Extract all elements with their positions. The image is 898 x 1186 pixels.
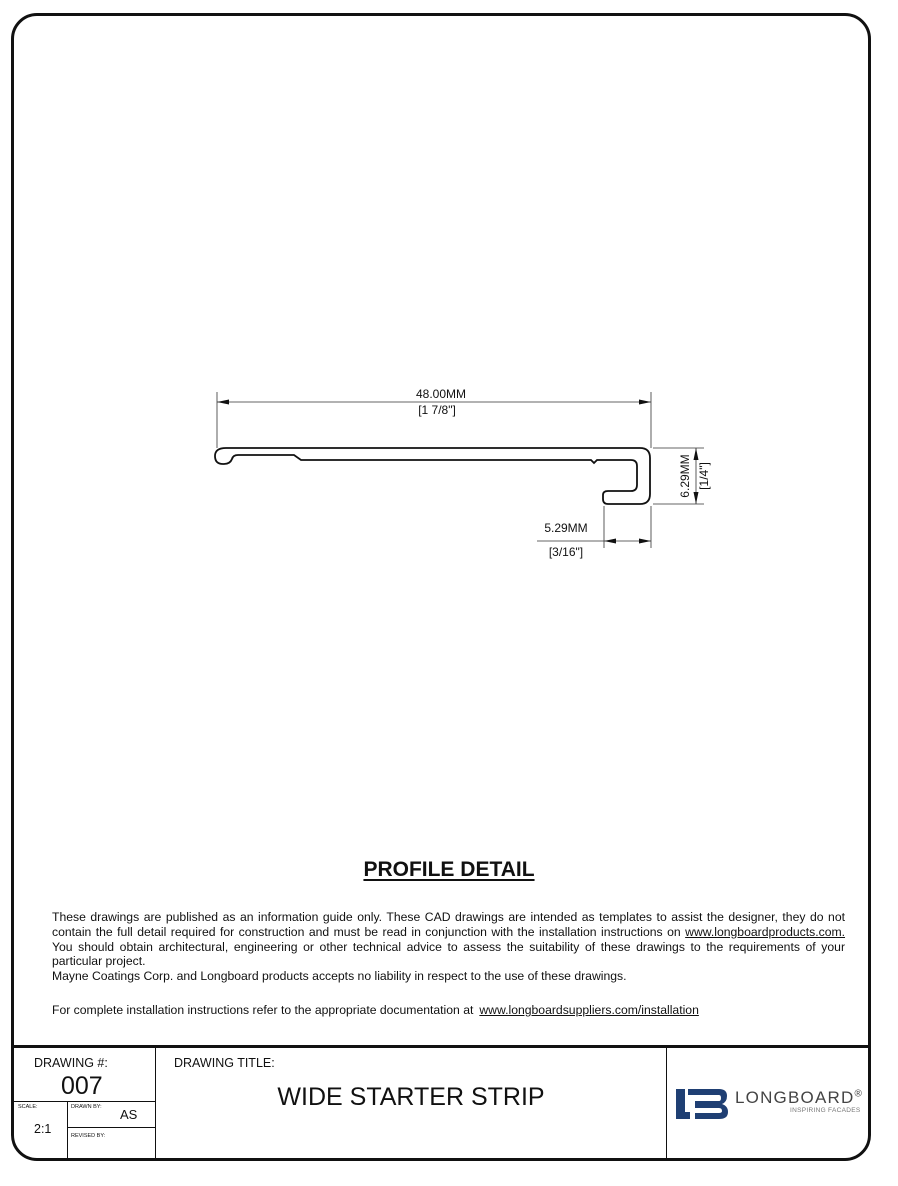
drawing-number-label: DRAWING #: <box>34 1056 108 1070</box>
liability-text: Mayne Coatings Corp. and Longboard products accepts no liability in respect to the use of these drawings. <box>52 969 627 984</box>
width-arrow-right <box>639 400 651 405</box>
drawing-title-label: DRAWING TITLE: <box>174 1056 275 1070</box>
width-arrow-left <box>217 400 229 405</box>
scale-label: SCALE: <box>18 1104 38 1110</box>
width-dim-inch: [1 7/8"] <box>418 403 456 417</box>
drawn-by-value: AS <box>120 1107 138 1122</box>
logo-wordmark: LONGBOARD® <box>735 1088 864 1107</box>
starter-strip-profile <box>215 448 650 504</box>
revised-by-label: REVISED BY: <box>71 1133 106 1139</box>
title-block-divider-2 <box>666 1047 667 1158</box>
dimension-lines <box>217 392 704 548</box>
title-block-scale-divider <box>67 1101 68 1158</box>
return-dim-inch: [3/16"] <box>548 545 584 559</box>
height-arrow-top <box>694 448 699 460</box>
return-arrow-left <box>604 539 616 544</box>
scale-value: 2:1 <box>34 1122 52 1136</box>
title-block-scale-row-line <box>14 1101 155 1102</box>
drawing-title: WIDE STARTER STRIP <box>277 1083 545 1111</box>
disclaimer-paragraph: These drawings are published as an information guide only. These CAD drawings are intended as templates to assist the designer, they do not contain the full detail required for construction and must be read in conjunction with the installation instructions on www.longboardproducts.com. You should obtain architectural, engineering or other technical advice to assess the suitability of these drawings to the requirements of your particular project. <box>52 910 846 969</box>
return-dim-mm: 5.29MM <box>544 521 588 535</box>
height-dim-inch: [1/4"] <box>697 462 711 490</box>
installation-link[interactable]: www.longboardsuppliers.com/installation <box>479 1003 699 1017</box>
logo-tagline: INSPIRING FACADES <box>790 1107 861 1114</box>
section-title: PROFILE DETAIL <box>363 858 535 881</box>
install-note: For complete installation instructions refer to the appropriate documentation at www.longboardsuppliers.com/installation <box>52 1003 699 1017</box>
height-dim-mm: 6.29MM <box>678 454 692 498</box>
width-dim-mm: 48.00MM <box>415 387 467 401</box>
height-arrow-bottom <box>694 492 699 504</box>
disclaimer <box>52 910 845 984</box>
title-block-top-border <box>13 1045 868 1048</box>
drawing-number: 007 <box>61 1072 103 1100</box>
drawn-by-label: DRAWN BY: <box>71 1104 102 1110</box>
title-block-drawn-divider <box>67 1127 155 1128</box>
return-arrow-right <box>639 539 651 544</box>
products-link[interactable]: www.longboardproducts.com. <box>685 924 846 939</box>
